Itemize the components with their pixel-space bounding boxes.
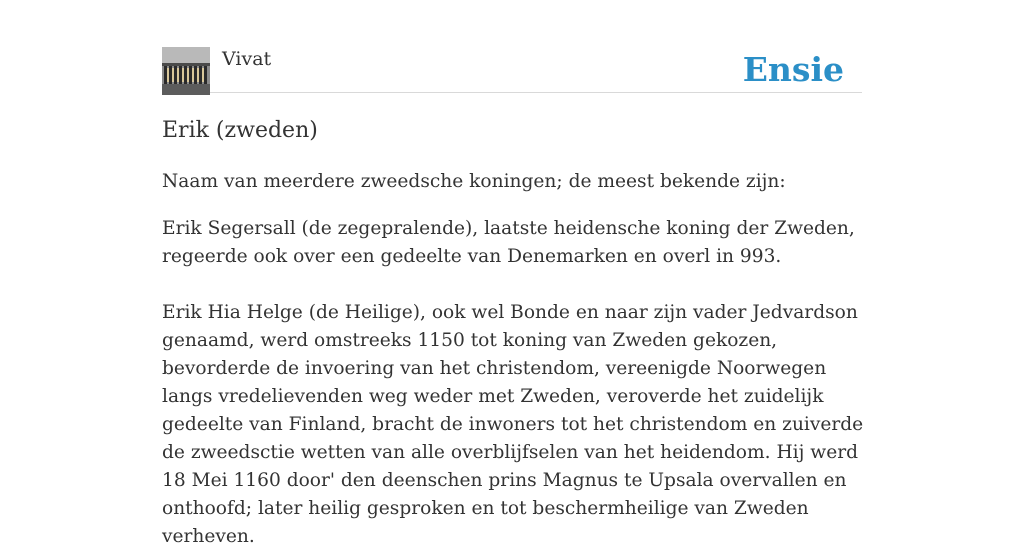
- article-paragraph: Erik Hia Helge (de Heilige), ook wel Bonde en naar zijn vader Jedvardson genaamd, werd omstreeks 1150 tot koning van Zweden gekozen, bevorderde de invoering van het christendom, vereenigde Noorwegen langs vredelievenden weg weder met Zweden, veroverde het zuidelijk gedeelte van Finland, bracht de inwoners tot het christendom en zuiverde de zweedsctie wetten van alle overblijfselen van het heidendom. Hij werd 18 Mei 1160 door' den deenschen prins Magnus te Upsala overvallen en onthoofd; later heilig gesproken en tot beschermheilige van Zweden verheven.: [162, 302, 864, 547]
- paragraph-break: [162, 271, 866, 299]
- avatar[interactable]: [162, 47, 210, 95]
- brand-logo[interactable]: Ensie: [742, 50, 844, 89]
- author-name[interactable]: Vivat: [222, 48, 272, 70]
- article-body: [162, 168, 866, 551]
- page-header: [162, 46, 862, 93]
- bookshelf-avatar-image: [162, 47, 210, 95]
- page-title: Erik (zweden): [162, 118, 318, 143]
- intro-paragraph: Naam van meerdere zweedsche koningen; de meest bekende zijn:: [162, 171, 786, 192]
- article-paragraph: Erik Segersall (de zegepralende), laatste heidensche koning der Zweden, regeerde ook over een gedeelte van Denemarken en overl in 993.: [162, 218, 855, 267]
